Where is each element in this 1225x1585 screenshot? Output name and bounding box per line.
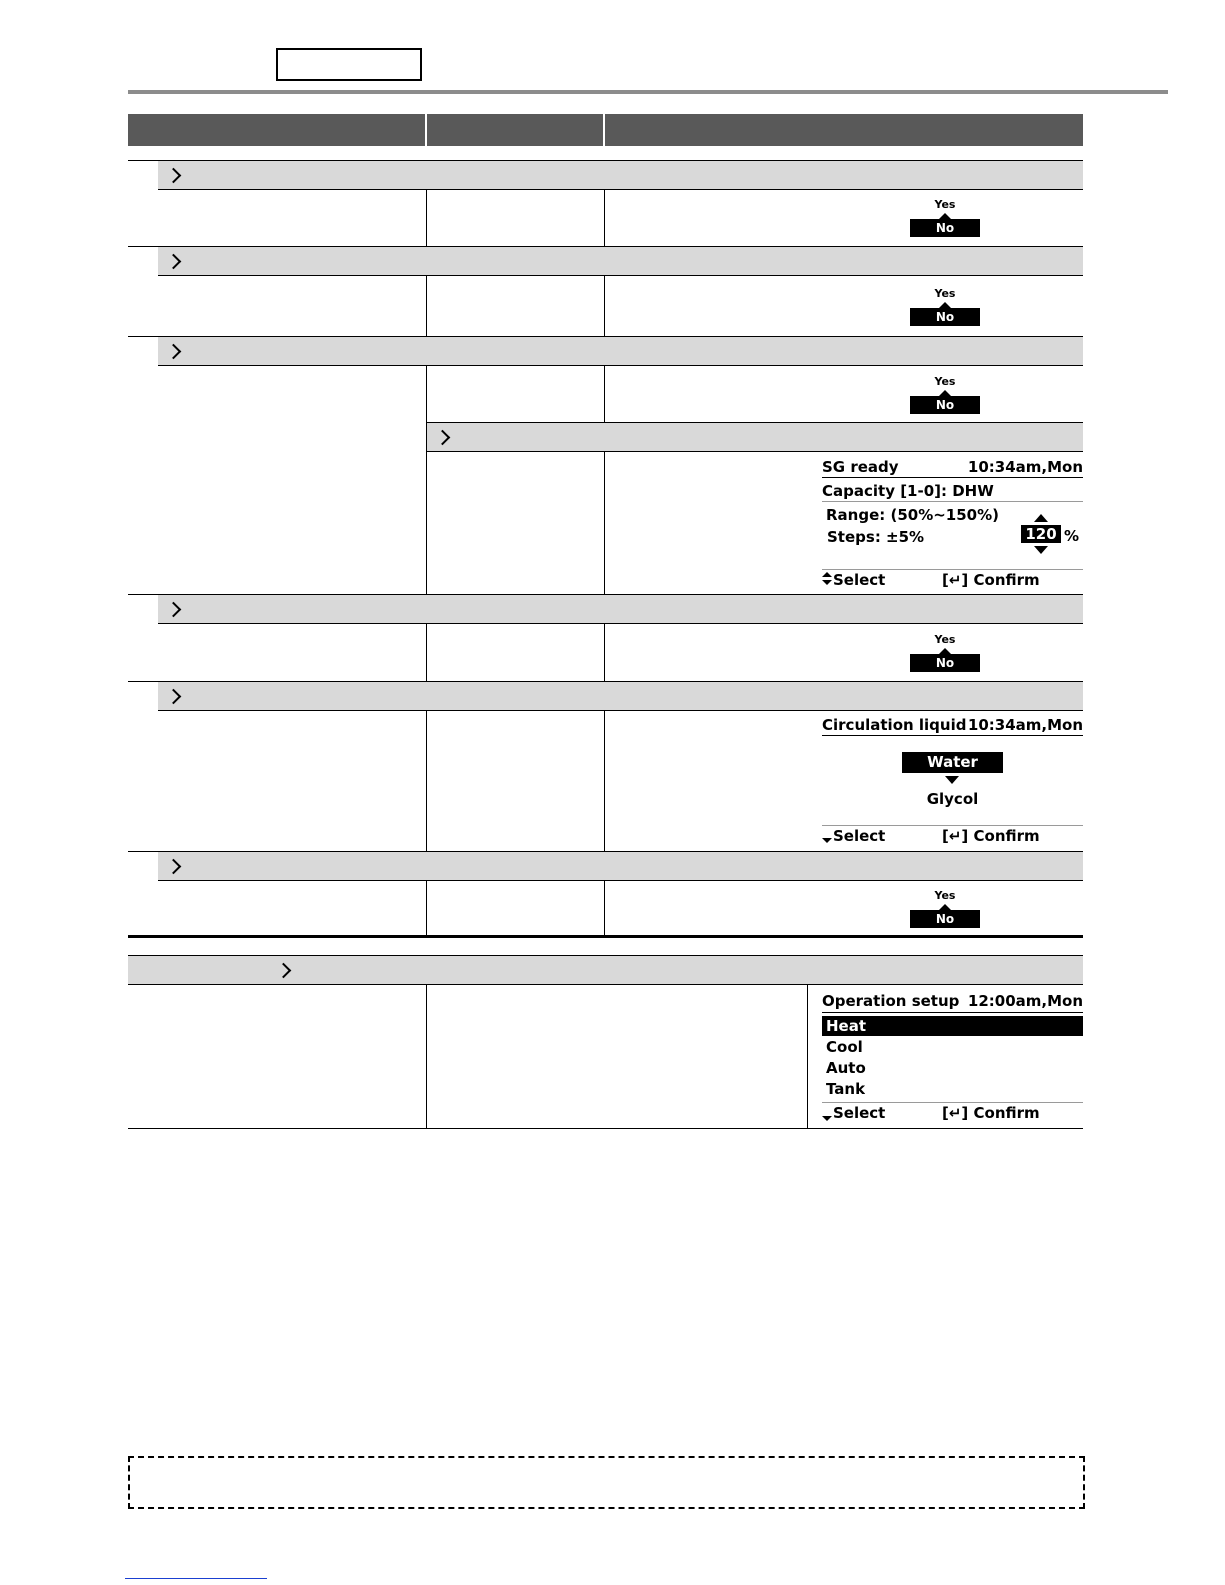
chevron-right-icon	[166, 344, 182, 360]
screen-subtitle: Capacity [1-0]: DHW	[822, 482, 994, 500]
operation-setup-screen	[822, 990, 1083, 1127]
arrow-up-icon	[822, 572, 832, 577]
col-divider	[426, 276, 427, 336]
footer-confirm: [↵] Confirm	[942, 827, 1040, 845]
subsection-bar	[427, 422, 1083, 452]
footer-select: Select	[833, 1104, 886, 1122]
col-divider	[604, 711, 605, 851]
chevron-right-icon	[166, 602, 182, 618]
screen-title: Circulation liquid	[822, 716, 967, 734]
screen-time: 10:34am,Mon	[967, 716, 1083, 734]
footer-confirm: [↵] Confirm	[942, 571, 1040, 589]
arrow-down-icon	[822, 580, 832, 585]
row-divider	[128, 681, 158, 682]
screen-rule	[822, 477, 1083, 478]
screen-rule	[822, 501, 1083, 502]
row-divider	[128, 160, 158, 161]
chevron-right-icon	[166, 689, 182, 705]
option-no-selected[interactable]: No	[910, 654, 980, 672]
screen-title: Operation setup	[822, 992, 960, 1010]
option-no-selected[interactable]: No	[910, 308, 980, 326]
section-bar-operation	[128, 955, 1083, 985]
option-yes[interactable]: Yes	[934, 375, 956, 388]
footer-confirm: [↵] Confirm	[942, 1104, 1040, 1122]
table-bottom-rule	[128, 1128, 1083, 1129]
triangle-down-icon[interactable]	[1034, 546, 1048, 554]
option-yes[interactable]: Yes	[934, 633, 956, 646]
menu-item-tank[interactable]: Tank	[826, 1080, 866, 1098]
yes-no-selector-3[interactable]	[910, 376, 980, 414]
steps-text: Steps: ±5%	[827, 528, 925, 546]
triangle-down-icon	[945, 776, 959, 784]
option-yes[interactable]: Yes	[934, 287, 956, 300]
note-box	[128, 1456, 1085, 1509]
section-bar-4	[158, 594, 1083, 624]
footer-select: Select	[833, 571, 886, 589]
table-header-col-1	[128, 114, 425, 146]
row-divider	[128, 594, 158, 595]
triangle-up-icon[interactable]	[1034, 514, 1048, 522]
yes-no-selector-2[interactable]	[910, 288, 980, 326]
col-divider	[604, 190, 605, 246]
col-divider	[426, 711, 427, 851]
screen-title: SG ready	[822, 458, 899, 476]
screen-time: 12:00am,Mon	[967, 992, 1083, 1010]
range-text: Range: (50%~150%)	[826, 506, 1000, 524]
col-divider	[426, 190, 427, 246]
col-divider	[426, 624, 427, 681]
screen-rule	[822, 735, 1083, 736]
table-end-rule	[128, 935, 1083, 938]
chevron-right-icon	[276, 963, 292, 979]
section-bar-2	[158, 246, 1083, 276]
arrow-down-icon	[822, 1116, 832, 1121]
table-header-col-3	[605, 114, 1083, 146]
chevron-right-icon	[166, 859, 182, 875]
col-divider	[426, 366, 427, 595]
section-bar-3	[158, 336, 1083, 366]
sg-ready-screen	[822, 456, 1083, 594]
col-divider	[604, 624, 605, 681]
header-label-box	[276, 48, 422, 81]
col-divider	[604, 881, 605, 936]
footer-select: Select	[833, 827, 886, 845]
screen-rule	[822, 825, 1083, 826]
screen-rule	[822, 569, 1083, 570]
chevron-right-icon	[166, 254, 182, 270]
menu-item-auto[interactable]: Auto	[826, 1059, 866, 1077]
col-divider	[426, 985, 427, 1129]
footer-link[interactable]	[125, 1578, 267, 1579]
section-bar-5	[158, 681, 1083, 711]
row-divider	[128, 851, 158, 852]
screen-rule	[822, 1012, 1083, 1013]
option-glycol[interactable]: Glycol	[926, 790, 979, 808]
menu-item-cool[interactable]: Cool	[826, 1038, 863, 1056]
yes-no-selector-4[interactable]	[910, 634, 980, 672]
section-bar-6	[158, 851, 1083, 881]
row-divider	[128, 336, 158, 337]
table-header-col-2	[427, 114, 603, 146]
yes-no-selector-5[interactable]	[910, 890, 980, 928]
capacity-value[interactable]: 120	[1021, 525, 1061, 543]
col-divider	[604, 276, 605, 336]
menu-item-heat[interactable]: Heat	[826, 1017, 867, 1035]
screen-rule	[822, 1102, 1083, 1103]
chevron-right-icon	[435, 430, 451, 446]
col-divider	[604, 452, 605, 595]
option-no-selected[interactable]: No	[910, 396, 980, 414]
col-divider	[426, 881, 427, 936]
arrow-down-icon	[822, 838, 832, 843]
yes-no-selector-1[interactable]	[910, 199, 980, 237]
col-divider	[807, 985, 808, 1129]
option-no-selected[interactable]: No	[910, 219, 980, 237]
section-bar-1	[158, 160, 1083, 190]
option-water-selected[interactable]: Water	[902, 752, 1003, 773]
circulation-liquid-screen	[822, 714, 1083, 850]
option-no-selected[interactable]: No	[910, 910, 980, 928]
option-yes[interactable]: Yes	[934, 889, 956, 902]
chevron-right-icon	[166, 168, 182, 184]
screen-time: 10:34am,Mon	[967, 458, 1083, 476]
row-divider	[128, 246, 158, 247]
capacity-unit: %	[1064, 527, 1080, 545]
option-yes[interactable]: Yes	[934, 198, 956, 211]
col-divider	[604, 366, 605, 423]
header-rule	[128, 90, 1168, 94]
